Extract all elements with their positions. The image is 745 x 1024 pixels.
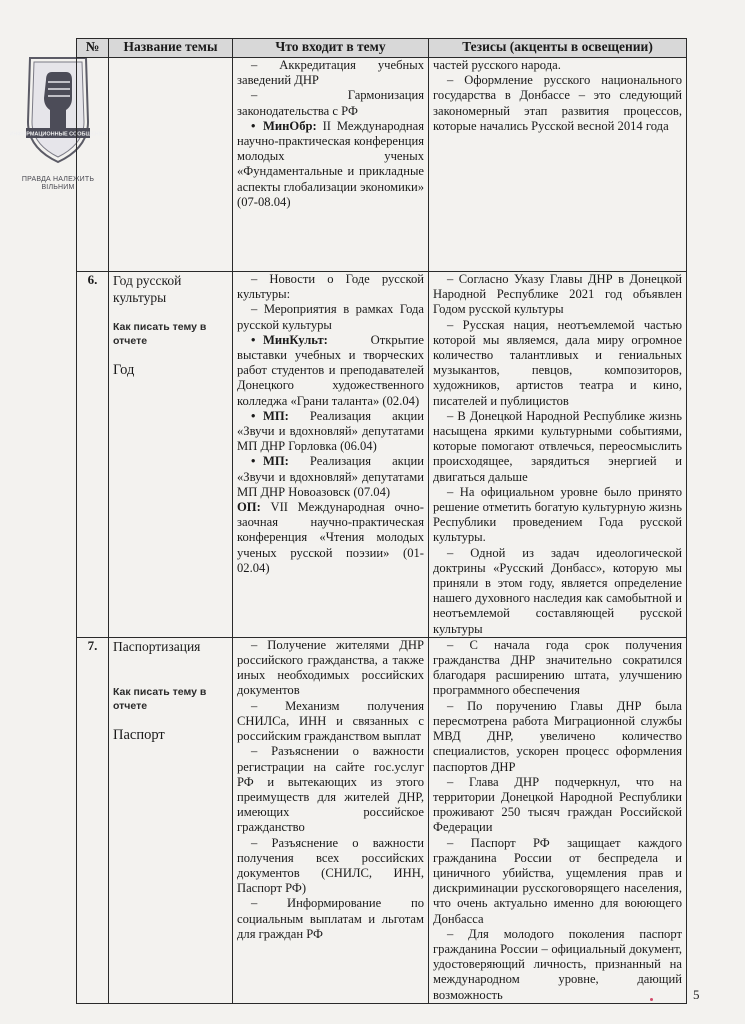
topic-title: Год русской культуры	[113, 273, 182, 305]
row-number: 7.	[77, 637, 109, 1003]
report-hint-label: Как писать тему в отчете	[113, 321, 207, 347]
report-hint-label: Как писать тему в отчете	[113, 685, 207, 712]
page-number: 5	[693, 987, 700, 1002]
header-topic-name: Название темы	[109, 39, 233, 58]
table-row	[77, 637, 687, 1003]
row-number: 6.	[77, 272, 109, 638]
header-number: №	[77, 39, 109, 58]
report-short-name: Год	[113, 362, 135, 378]
theses-cell: – Согласно Указу Главы ДНР в Донецкой Народной Республике 2021 год объявлен Годом русской культуры – Русская нация, неотъемлемой частью которой мы являемся, дала миру огромное количество талантливых и гениальных музыкантов, певцов, композиторов, художников, артистов театра и кино, писателей и публицистов – В Донецкой Народной Республике жизнь насыщена яркими культурными событиями, которые помогают отвлечься, переосмыслить происходящее, зарядиться энергией и двигаться дальше – На официальном уровне было принято решение отметить богатую культурную жизнь Республики проведением Года русской культуры. – Одной из задач идеологической доктрины «Русский Донбасс», которую мы приняли в этом году, является определение нашего духовного наследия как самобытной и неотъемлемой составляющей русской культуры	[429, 272, 687, 638]
scan-artifact	[650, 998, 653, 1001]
theses-cell: частей русского народа. – Оформление русского национального государства в Донбассе – это следующий закономерный этап развития процессов, которые начались Русской весной 2014 года	[429, 58, 687, 272]
theses-cell: – С начала года срок получения гражданства ДНР значительно сократился благодаря расширению штата, улучшению программного обеспечения – По поручению Главы ДНР была пересмотрена работа Миграционной службы МВД ДНР, увеличено количество специалистов, ускорен процесс оформления паспортов ДНР – Глава ДНР подчеркнул, что на территории Донецкой Народной Республики проживают 250 тысяч граждан Российской Федерации – Паспорт РФ защищает каждого гражданина России от беспредела и циничного убийства, ущемления прав и дискриминации русскоговорящего населения, что очень актуально именно для воюющего Донбасса – Для молодого поколения паспорт гражданина России – официальный документ, удостоверяющий личность, признанный на международном уровне, дающий возможность	[429, 637, 687, 1003]
topic-title: Паспортизация	[113, 638, 201, 654]
topics-table	[76, 38, 687, 1004]
topic-cell	[109, 637, 233, 1003]
logo-caption: ПРАВДА НАЛЕЖИТЬ ВІЛЬНИМ	[21, 176, 95, 191]
topic-cell	[109, 272, 233, 638]
topic-content-cell: – Получение жителями ДНР российского гражданства, а также иных необходимых российских документов – Механизм получения СНИЛСа, ИНН и связанных с российским гражданством выплат – Разъяснении о важности регистрации на сайте гос.услуг РФ и вытекающих из этого преимуществ для жителей ДНР, имеющих российское гражданство – Разъяснение о важности получения всех российских документов (СНИЛС, ИНН, Паспорт РФ) – Информирование по социальным выплатам и льготам для граждан РФ	[233, 637, 429, 1003]
table-row	[77, 272, 687, 638]
table-row	[77, 58, 687, 272]
topic-content-cell: – Новости о Годе русской культуры: – Мероприятия в рамках Года русской культуры • МинКульт: Открытие выставки учебных и творческих работ студентов и преподавателей Донецкого художественного колледжа «Грани таланта» (02.04) • МП: Реализация акции «Звучи и вдохновляй» депутатами МП ДНР Горловка (06.04) • МП: Реализация акции «Звучи и вдохновляй» депутатами МП ДНР Новоазовск (07.04) ОП: VII Международная очно-заочная научно-практическая конференция «Чтения молодых ученых русской поэзии» (01-02.04)	[233, 272, 429, 638]
svg-text:ИНФОРМАЦИОННЫЕ СООБЩЕНИЯ: ИНФОРМАЦИОННЫЕ СООБЩЕНИЯ	[10, 131, 106, 138]
topic-content-cell: – Аккредитация учебных заведений ДНР – Гармонизация законодательства с РФ • МинОбр: II Международная научно-практическая конференция молодых ученых «Фундаментальные и прикладные аспекты глобализации экономики» (07-08.04)	[233, 58, 429, 272]
report-short-name: Паспорт	[113, 726, 165, 743]
table-header-row	[77, 39, 687, 58]
row-number	[77, 58, 109, 272]
header-topic-content: Что входит в тему	[233, 39, 429, 58]
header-theses: Тезисы (акценты в освещении)	[429, 39, 687, 58]
topic-cell	[109, 58, 233, 272]
